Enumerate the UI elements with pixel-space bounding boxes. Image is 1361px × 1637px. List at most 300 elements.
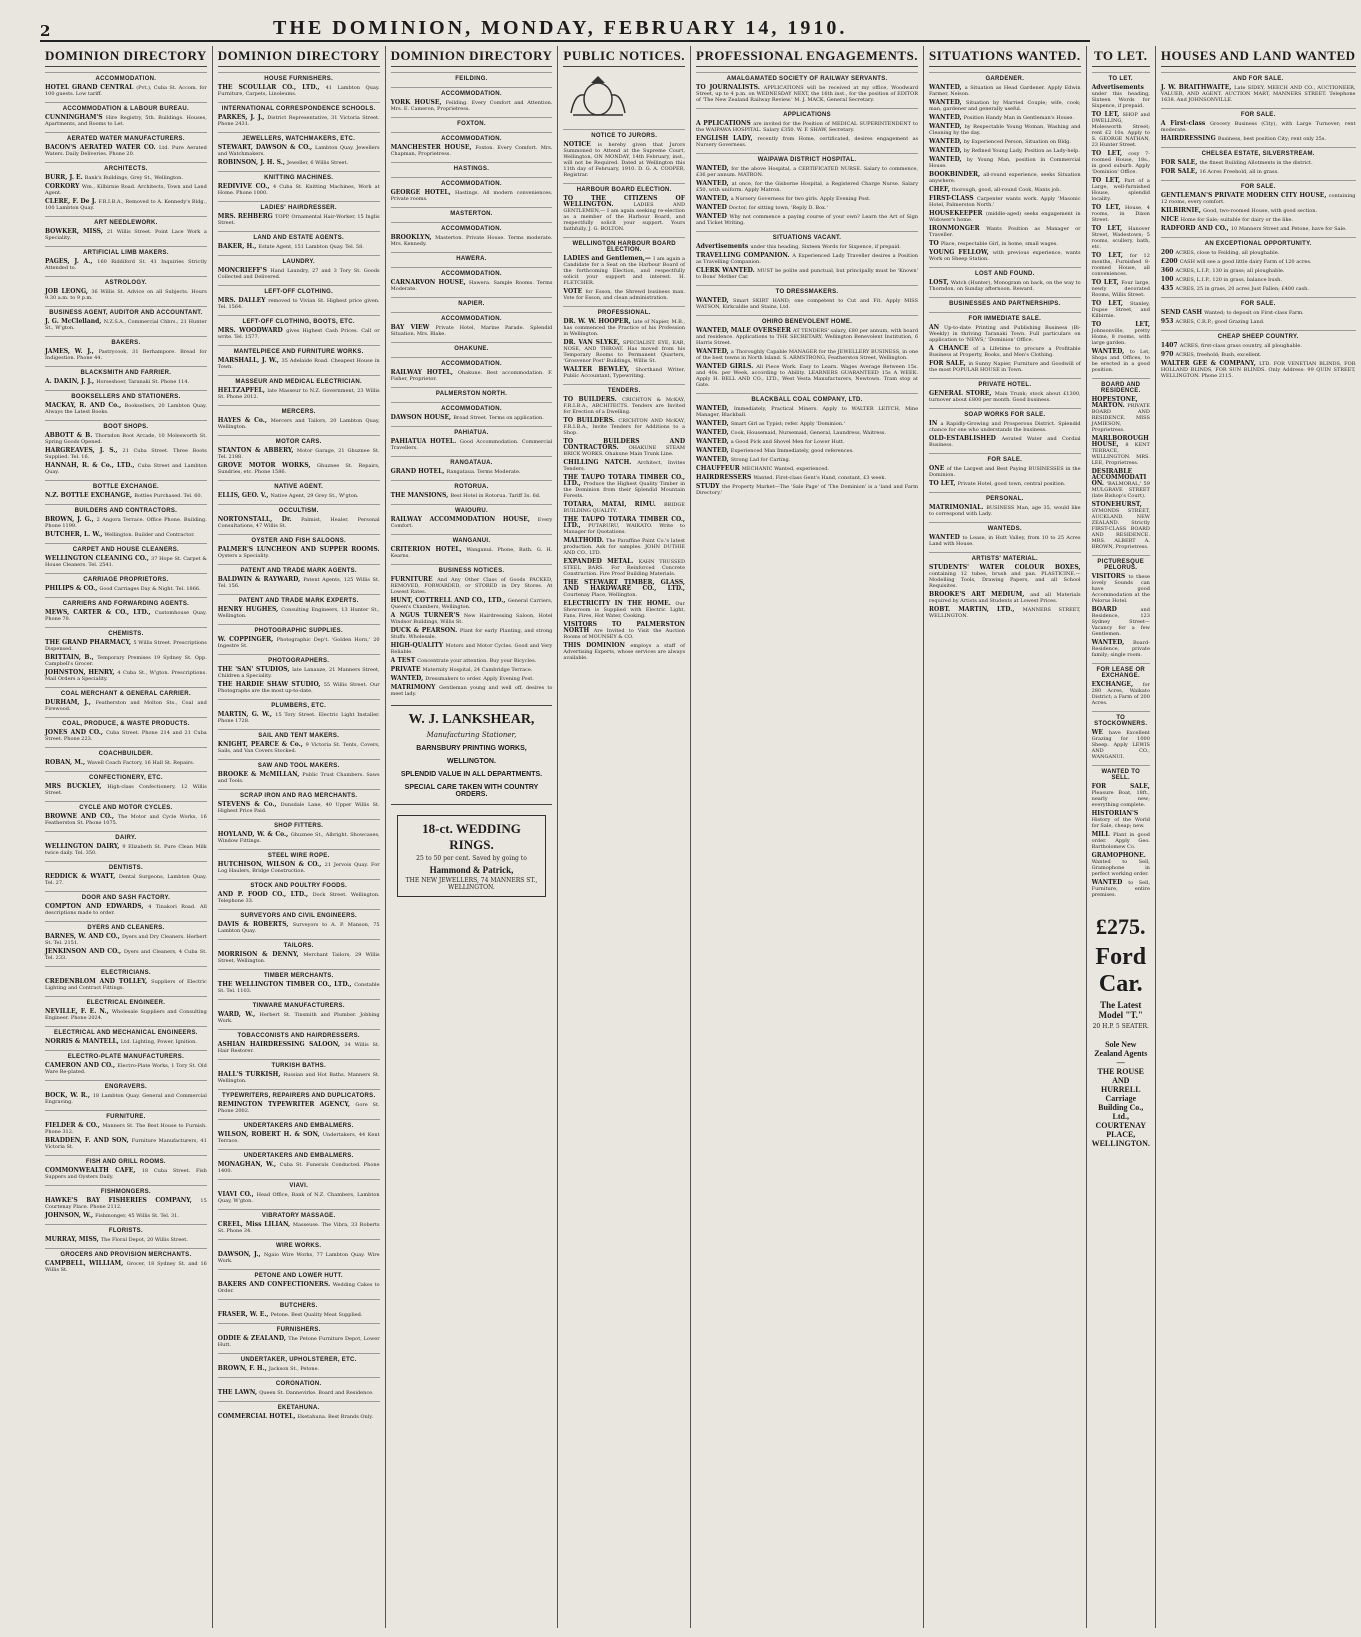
ad-text: Masterton. Private House. Terms moderate. Mrs. Kennedy. (390, 235, 553, 247)
advertisement (1161, 259, 1356, 265)
advertisement (218, 1162, 380, 1174)
advertisement (696, 121, 918, 133)
section-heading: OYSTER AND FISH SALOONS. (218, 534, 380, 544)
section-heading: LOST AND FOUND. (929, 267, 1081, 277)
ad-text: Dressmakers to order. Apply Evening Post. (425, 676, 534, 682)
advertisement (45, 175, 207, 181)
advertisement (218, 802, 380, 814)
advertisement (1092, 574, 1150, 604)
section-heading: FISH AND GRILL ROOMS. (45, 1155, 207, 1165)
section-heading: ACCOMMODATION & LABOUR BUREAU. (45, 102, 207, 112)
advertisement (1161, 361, 1356, 379)
ad-lead: FURNITURE (390, 576, 438, 583)
section-heading: UNDERTAKERS AND EMBALMERS. (218, 1119, 380, 1129)
ad-text: employs a staff of Advertising Experts, whose services are always available. (563, 643, 686, 661)
ad-lead: WANTED, (696, 429, 731, 436)
ad-text: Experienced Man Immediately, good references. (730, 448, 854, 454)
ad-text: 160 Riddiford St. 41 Inquiries Strictly Attended to. (45, 259, 207, 271)
ad-lead: FRASER, W. E., (217, 1311, 271, 1318)
advertisement (391, 280, 553, 292)
ad-text: all-round experience, seeks Situation anywhere. (929, 172, 1081, 184)
advertisement (929, 481, 1081, 487)
ad-text: Rangataua. Terms Moderate. (446, 469, 521, 475)
ad-lead: TO THE CITIZENS OF WELLINGTON. (563, 195, 686, 208)
ad-text: Situation by Married Couple; wife, cook; man, gardener and generally useful. (929, 100, 1081, 112)
ad-lead: WANTED, (1091, 639, 1133, 646)
ad-lead: CREEL, Miss LILIAN, (217, 1221, 293, 1228)
ad-text: Motors and Motor Cycles. Good and Very Reliable. (390, 643, 553, 655)
ad-text: Place, respectable Girl, in home, small wages. (940, 241, 1058, 247)
ad-lead: CREDENBLOM AND TOLLEY, (45, 978, 152, 985)
ad-text: The Petone Furniture Depot, Lower Hutt. (217, 1336, 380, 1348)
ad-text: High-class Confectionery, 12 Willis Street. (45, 784, 207, 796)
ad-lead: TO BUILDERS. (563, 417, 619, 424)
ad-lead: FIELDER & CO., (45, 1122, 103, 1129)
ad-text: by Respectable Young Woman, Washing and Cleaning by the day. (929, 124, 1081, 136)
advertisement (1161, 169, 1356, 175)
ad-lead: VISITORS (1091, 573, 1129, 580)
ad-text: for 280 Acres, Waikato District; a Farm of 200 Acres. (1091, 682, 1150, 706)
section-heading: HAWERA. (391, 252, 553, 262)
advertisement (696, 421, 918, 427)
ad-lead: WANTED, (929, 114, 964, 121)
column-3 (386, 46, 559, 1628)
ad-text: F.R.I.B.A., Removed to A. Kennedy's Bldg., 100 Lambton Quay. (45, 199, 207, 211)
ad-text: Ohakune. Best accommodation. F. Fisher, Proprietor. (390, 370, 553, 382)
ad-text: Architect, Invites Tenders. (563, 460, 686, 472)
ad-lead: BOCK, W. R., (45, 1092, 93, 1099)
section-heading: TINWARE MANUFACTURERS. (218, 999, 380, 1009)
ad-lead: WALTER BEWLEY, (563, 366, 636, 373)
ad-lead: GENTLEMAN'S PRIVATE MODERN CITY HOUSE, (1160, 192, 1329, 199)
ad-text: Home for Sale; suitable for dairy or the like. (1180, 217, 1294, 223)
ad-text: Why not commence a paying course of your own? Learn the Art of Sign and Ticket Writing. (696, 214, 919, 226)
advertisement (929, 280, 1081, 292)
section-heading: PERSONAL. (929, 492, 1081, 502)
ad-text: to these lovely Sounds can have good Accommodation at the Pelorus Hotel. (1091, 574, 1150, 604)
ad-text: a Good Pick and Shovel Men for Lower Hutt. (730, 439, 845, 445)
section-heading: CONFECTIONERY, ETC. (45, 771, 207, 781)
ad-lead: MRS. DALLEY (217, 297, 269, 304)
ad-text: Smart Girl as Typist; refer. Apply 'Dominion.' (730, 421, 845, 427)
ad-lead: BACON'S AERATED WATER CO. (45, 144, 159, 151)
ad-text: 18 Cuba Street. Fish Suppers and Oysters Daily. (45, 1168, 207, 1180)
advertisement (218, 862, 380, 874)
ad-lead: MATRIMONY (390, 684, 440, 691)
ad-text: Broad Street. Terms on application. (453, 415, 544, 421)
ad-text: Patent Agents, 125 Willis St. Tel. 156. (217, 577, 380, 589)
section-heading: FOR SALE. (1161, 108, 1356, 118)
ad-lead: FOR SALE, (1091, 783, 1150, 790)
advertisement (929, 139, 1081, 145)
ad-lead: WANTED, (696, 348, 731, 355)
advertisement (696, 328, 918, 346)
ad-text: 34 Willis St. Hair Restorer. (217, 1042, 380, 1054)
ad-text: And Any Other Class of Goods PACKED, REMOVED, FORWARDED, or STORED in Dry Stores. At Lowest Rates. (390, 577, 553, 595)
advertisement (929, 325, 1081, 343)
ad-text: Palmist, Healer, Personal Consultations, 47 Willis St. (217, 517, 380, 529)
advertisement (1092, 112, 1150, 148)
ad-lead: GENERAL STORE, (929, 390, 995, 397)
ad-lead: PAGES, J. A., (45, 258, 98, 265)
advertisement (218, 1012, 380, 1024)
column-title: HOUSES AND LAND WANTED (1161, 48, 1356, 67)
ad-text: Ngaio Wire Works, 77 Lambton Quay. Wire Work. (217, 1252, 380, 1264)
ad-text: Featherston and Molton Sts., Coal and Firewood. (45, 700, 207, 712)
ad-lead: N.Z. BOTTLE EXCHANGE, (45, 492, 135, 499)
ad-lead: CORKORY (45, 183, 82, 190)
ad-line: SPECIAL CARE TAKEN WITH COUNTRY ORDERS. (404, 784, 539, 798)
advertisement (218, 388, 380, 400)
ad-lead: OLD-ESTABLISHED (929, 435, 1002, 442)
section-heading: BAKERS. (45, 336, 207, 346)
ad-text: Private Hotel, good town, central position. (957, 481, 1066, 487)
section-heading: WANGANUI. (391, 534, 553, 544)
ad-text: Feilding. Every Comfort and Attention. Mrs. E. Cameron, Proprietress. (390, 100, 553, 112)
advertisement (1161, 277, 1356, 283)
advertisement (1092, 301, 1150, 319)
ad-text: Petone. Best Quality Meat Supplied. (270, 1312, 363, 1318)
ad-lead: MRS. WOODWARD (217, 327, 287, 334)
section-heading: SOAP WORKS FOR SALE. (929, 408, 1081, 418)
page-number: 2 (40, 22, 51, 40)
advertisement (391, 547, 553, 559)
ad-line: THE NEW JEWELLERS, 74 MANNERS ST., WELLINGTON. (405, 877, 538, 891)
advertisement (45, 556, 207, 568)
ad-text: containing 12 rooms, every comfort. (1160, 193, 1356, 205)
advertisement (45, 700, 207, 712)
ad-text: a Thoroughly Capable MANAGER for the JEWELLERY BUSINESS, in one of the best towns in North Island. S. ARMSTRONG, Featherston Street, Wellington. (696, 349, 919, 361)
section-heading: NATIVE AGENT. (218, 480, 380, 490)
ad-lead: 970 (1160, 351, 1176, 358)
section-heading: PALMERSTON NORTH. (391, 387, 553, 397)
advertisement (1092, 85, 1150, 109)
advertisement (45, 1123, 207, 1135)
ad-lead: J. W. BRAITHWAITE, (1160, 84, 1235, 91)
advertisement (218, 1072, 380, 1084)
advertisement (218, 268, 380, 280)
advertisement (45, 655, 207, 667)
ad-text: Masseuse. The Vibra, 33 Roberts St. Phone 34. (217, 1222, 380, 1234)
ad-text: 16 Acres Freehold, all in grass. (1199, 169, 1279, 175)
column-5 (691, 46, 924, 1628)
advertisement (45, 319, 207, 331)
advertisement (45, 532, 207, 538)
advertisement (696, 244, 918, 250)
ad-lead: BAY VIEW (390, 324, 436, 331)
ad-text: for the above Hospital, a CERTIFICATED NURSE. Salary to commence, £36 per annum. MATRON. (696, 166, 919, 178)
ad-text: Wants Position as Manager or Traveller. (929, 226, 1081, 238)
ad-text: Good Accommodation. Commercial Travellers. (390, 439, 553, 451)
ad-text: 36 Willis St. Advice on all Subjects. Hours 9.30 a.m. to 9 p.m. (45, 289, 207, 301)
ad-text: containing 12 tubes, brush and pan. PLASTICINE.—Modelling Tools, Drawing Papers, and all School Requisites. (929, 571, 1081, 589)
ad-lead: BOOKBINDER, (929, 171, 984, 178)
advertisement (391, 145, 553, 157)
ad-lead: MONCRIEFF'S (217, 267, 271, 274)
ad-lead: MRS. REHBERG (217, 213, 275, 220)
ad-lead: BRADDEN, F. AND SON, (45, 1137, 132, 1144)
advertisement (391, 493, 553, 499)
advertisement (1092, 640, 1150, 658)
column-2 (213, 46, 386, 1628)
ad-text: Four large, newly decorated Rooms, Willis Street. (1091, 280, 1150, 298)
advertisement (563, 538, 685, 556)
ad-text: Bank's Buildings, Grey St., Wellington. (84, 175, 183, 181)
ad-lead: WANTED (696, 204, 729, 211)
advertisement (218, 682, 380, 694)
ad-text: SHOP and DWELLING, Molesworth Street; rent £2 10s. Apply to S. GEORGE NATHAN, 23 Hunter Street. (1091, 112, 1150, 148)
ad-lead: COMPTON AND EDWARDS, (45, 903, 149, 910)
advertisement (45, 730, 207, 742)
ad-name: Hammond & Patrick, (429, 865, 514, 875)
ad-lead: MARSHALL, J. W., (217, 357, 282, 364)
advertisement (218, 742, 380, 754)
ad-text: Gore St. Phone 2002. (217, 1102, 380, 1114)
ad-lead: RAILWAY HOTEL, (390, 369, 458, 376)
ad-text: Private Hotel, Marine Parade. Splendid Situation. Mrs. Blake. (390, 325, 553, 337)
ad-text: OHAKUNE STEAM BRICK WORKS. Ohakune Main Trunk Line. (563, 445, 686, 457)
advertisement (1092, 322, 1150, 346)
ad-text: Main Trunk; stock about £1300, turnover about £800 per month. Good business. (929, 391, 1081, 403)
ad-text: under this heading, Sixteen Words for Sixpence, if prepaid. (750, 244, 901, 250)
ad-text: APPLICATIONS will be received at my office, Woodward Street, up to 4 p.m. on WEDNESDAY NEXT, the 16th inst., for the position of EDITOR of 'The New Zealand Railway Review.' M. J. MACK, General Secretary. (696, 85, 919, 103)
ad-lead: HAIRDRESSING (1160, 135, 1218, 142)
ad-text: CRICHTON AND McKAY, F.R.I.B.A., Invite Tenders for Additions to a Shop. (563, 418, 686, 436)
ad-text: Shorthand Writer, Public Accountant, Typewriting. (563, 367, 686, 379)
ad-text: Jackson St., Petone. (268, 1366, 320, 1372)
ad-text: KAHN TRUSSED STEEL BARS. For Reinforced Concrete Construction. Fire Proof Building Materials. (563, 559, 686, 577)
ad-text: MECHANIC Wanted, experienced. (741, 466, 830, 472)
ad-lead: WANTED, (929, 156, 967, 163)
section-heading: JEWELLERS, WATCHMAKERS, ETC. (218, 132, 380, 142)
ad-text: Queen St. Dannevirke. Board and Residence. (259, 1390, 374, 1396)
advertisement (929, 85, 1081, 97)
ad-text: Consulting Engineers, 13 Hunter St., Wellington. (217, 607, 380, 619)
advertisement (696, 214, 918, 226)
ad-text: Maternity Hospital, 24 Cambridge Terrace. (422, 667, 533, 673)
section-heading: DOOR AND SASH FACTORY. (45, 891, 207, 901)
ad-lead: HIGH-QUALITY (390, 642, 446, 649)
advertisement (1092, 397, 1150, 433)
advertisement (1092, 502, 1150, 550)
ad-lead: JONES AND CO., (45, 729, 107, 736)
ad-lead: DAWSON, J., (217, 1251, 264, 1258)
advertisement (1161, 352, 1356, 358)
advertisement (1161, 226, 1356, 232)
section-heading: AERATED WATER MANUFACTURERS. (45, 132, 207, 142)
ad-text: Part of a Large, well-furnished House, splendid locality. (1091, 178, 1150, 202)
ad-text: 18 Lambton Quay. General and Commercial Engraving. (45, 1093, 207, 1105)
ad-text: 37 Hope St. Carpet & House Cleaners. Tel. 2541. (45, 556, 207, 568)
columns (40, 46, 1356, 1628)
ad-lead: REDDICK & WYATT, (45, 873, 119, 880)
ad-text: Photographic Dep't. 'Golden Horn,' 20 Ingestre St. (217, 637, 380, 649)
ad-lead: VIAVI CO., (217, 1191, 257, 1198)
advertisement (1161, 208, 1356, 214)
ad-lead: TO BUILDERS. (563, 396, 623, 403)
advertisement (218, 922, 380, 934)
section-heading: OHAKUNE. (391, 342, 553, 352)
ad-lead: TO LET, (1091, 177, 1125, 184)
section-heading: AND FOR SALE. (1161, 72, 1356, 82)
ad-lead: BROWN, J. G., (45, 516, 97, 523)
ad-lead: BOWKER, MISS, (45, 228, 107, 235)
advertisement (45, 115, 207, 127)
advertisement (1092, 151, 1150, 175)
ad-lead: REDIVIVE CO., (217, 183, 273, 190)
ad-text: I am again a Candidate for a Seat on the Harbour Board of the forthcoming Election, and respectfully solicit your support and interest. H. FLETCHER. (563, 256, 686, 286)
section-heading: FOR LEASE OR EXCHANGE. (1092, 663, 1150, 679)
section-heading: PHOTOGRAPHERS. (218, 654, 380, 664)
ad-lead: ELECTRICITY IN THE HOME. (563, 600, 676, 607)
ad-text: General Carriers, Queen's Chambers, Wellington. (390, 598, 553, 610)
column-title: SITUATIONS WANTED. (929, 48, 1081, 67)
section-heading: CYCLE AND MOTOR CYCLES. (45, 801, 207, 811)
ad-text: Dyers and Cleaners, 4 Cuba St. Tel. 233. (45, 949, 207, 961)
ad-lead: GROVE MOTOR WORKS, (217, 462, 318, 469)
ad-lead: WARD, W., (217, 1011, 260, 1018)
ad-text: N.Z.S.A., Commercial Chbrs., 21 Hunter St., W'gton. (45, 319, 207, 331)
ad-lead: GRAND HOTEL, (390, 468, 447, 475)
ad-text: Immediately, Practical Miners. Apply to WALTER LEITCH, Mine Manager, Blackball. (696, 406, 919, 418)
ad-lead: HOUSEKEEPER (929, 210, 986, 217)
ad-lead: WANTED, MALE OVERSEER (696, 327, 793, 334)
ad-lead: WELLINGTON CLEANING CO., (45, 555, 152, 562)
advertisement (1092, 880, 1150, 898)
advertisement (1092, 253, 1150, 277)
ad-lead: AND P. FOOD CO., LTD., (217, 891, 313, 898)
section-heading: LAUNDRY. (218, 255, 380, 265)
ad-lead: JAMES, W. J., (45, 348, 99, 355)
ad-text: BRIDGE BUILDING QUALITY. (563, 502, 686, 514)
advertisement (1161, 250, 1356, 256)
advertisement (391, 685, 553, 697)
ad-text: (Pvt.), Cuba St. Accom. for 100 guests. Low tariff. (45, 85, 207, 97)
ad-lead: HAIRDRESSERS (696, 474, 754, 481)
ad-lead: WANTED (929, 534, 963, 541)
ad-text: Grocer, 18 Sydney St. and 16 Willis St. (45, 1261, 207, 1273)
advertisement (929, 124, 1081, 136)
section-heading: ELECTRICAL ENGINEER. (45, 996, 207, 1006)
ad-name: W. J. LANKSHEAR, (408, 712, 535, 727)
ad-text: Herbert St. Tinsmith and Plumber. Jobbing Work. (217, 1012, 380, 1024)
ad-lead: WANTED (1091, 879, 1129, 886)
ad-lead: TRAVELLING COMPANION. (696, 252, 793, 259)
section-heading: PRIVATE HOTEL. (929, 378, 1081, 388)
car-model: The Latest Model "T." (1098, 1000, 1143, 1020)
ad-text: gives Highest Cash Prices. Call or write. Tel. 1577. (217, 328, 380, 340)
ad-text: by Experienced Person, Situation on Bldg. (963, 139, 1071, 145)
advertisement (1092, 832, 1150, 850)
ad-lead: 200 (1160, 249, 1176, 256)
ad-text: Every Comfort. (390, 517, 553, 529)
ad-text: TOPP, Ornamental Hair-Worker, 15 Inglis Street. (217, 214, 380, 226)
column-6 (924, 46, 1087, 1628)
advertisement (218, 418, 380, 430)
advertisement (45, 229, 207, 241)
section-heading: ART NEEDLEWORK. (45, 216, 207, 226)
ad-text: Bottles Purchased. Tel. 60. (134, 493, 203, 499)
ad-lead: SEND CASH (1160, 309, 1205, 316)
advertisement (696, 298, 918, 310)
advertisement (696, 181, 918, 193)
section-heading: SCRAP IRON AND RAG MERCHANTS. (218, 789, 380, 799)
ad-text: and Residence, 123 Sydney Street—Vacancy for a few Gentlemen. (1091, 607, 1150, 637)
ad-lead: THE GRAND PHARMACY, (45, 639, 134, 646)
ad-text: with previous experience, wants Work on Sheep Station. (929, 250, 1081, 262)
advertisement (391, 325, 553, 337)
ad-text: Cook, Housemaid, Nursemaid, General, Laundress, Waitress. (730, 430, 887, 436)
ad-text: The Paraffine Paint Co.'s latest production. Ask for samples. JOHN DUTHIE AND CO., LTD. (563, 538, 686, 556)
section-heading: MERCERS. (218, 405, 380, 415)
ad-text: 9 Victoria St. Tents, Covers, Sails, and Van Covers Stocked. (217, 742, 380, 754)
ad-text: Ghuznee St. Repairs, Sundries, etc. Phone 1586. (217, 463, 380, 475)
ad-lead: BROWNE AND CO., (45, 813, 118, 820)
advertisement (45, 349, 207, 361)
ad-text: Suppliers of Electric Lighting and Contract Fittings. (45, 979, 207, 991)
ad-lead: THE TAUPO TOTARA TIMBER CO., LTD., (563, 516, 686, 529)
ad-text: recently from Home, certificated, desires engagement as Nursery Governess. (696, 136, 919, 148)
section-heading: ROTORUA. (391, 480, 553, 490)
ad-text: under this heading, Sixteen Words for Sixpence, if prepaid. (1091, 91, 1150, 109)
advertisement (563, 460, 685, 472)
advertisement (45, 1198, 207, 1210)
ad-lead: THE WELLINGTON TIMBER CO., LTD., (217, 981, 355, 988)
ad-text: 4 Tinakori Road. All descriptions made to order. (45, 904, 207, 916)
ad-lead: BOARD (1091, 606, 1141, 613)
advertisement (1092, 280, 1150, 298)
advertisement (696, 364, 918, 388)
ad-text: Gentleman young and well off, desires to meet lady. (390, 685, 553, 697)
ad-text: LTD. FOR VENETIAN BLINDS, FOR HOLLAND BLINDS, FOR SUN BLINDS. Only Address: 99 QUIN STREET, WELLINGTON. Phone 2115. (1160, 361, 1356, 379)
ad-text: Good, two-roomed House, with good section. (1203, 208, 1318, 214)
ad-lead: A. DAKIN, J. J., (45, 378, 97, 385)
section-heading: TIMBER MERCHANTS. (218, 969, 380, 979)
advertisement (45, 610, 207, 622)
advertisement (1161, 160, 1356, 166)
ad-lead: THE MANSIONS, (390, 492, 451, 499)
ad-text: AT TENDERS' salary, £80 per annum, with board and residence. Applications to THE SECRETARY, Wellington Benevolent Institution, 6 Harris Street. (696, 328, 919, 346)
ad-lead: WANTED GIRLS. (696, 363, 757, 370)
section-heading: BOTTLE EXCHANGE. (45, 480, 207, 490)
section-heading: LAND AND ESTATE AGENTS. (218, 231, 380, 241)
ad-lead: 1407 (1160, 342, 1180, 349)
advertisement (1092, 349, 1150, 373)
ad-lead: NOTICE (563, 141, 598, 148)
advertisement (218, 607, 380, 619)
section-heading: FOR SALE. (1161, 297, 1356, 307)
section-heading: FOR IMMEDIATE SALE. (929, 312, 1081, 322)
ad-text: Good Carriages Day & Night. Tel. 1866. (99, 586, 201, 592)
advertisement (563, 289, 685, 301)
ad-text: Wm., Kilbirnie Road. Architects, Town and Land Agent. (45, 184, 207, 196)
advertisement (45, 448, 207, 460)
ad-lead: WANTED (696, 213, 730, 220)
ad-text: Ghuznee St., Albright. Showcases, Window Fittings. (217, 832, 380, 844)
ad-lead: DUCK & PEARSON. (390, 627, 460, 634)
ad-text: Ltd. Lighting, Power, Ignition. (120, 1039, 197, 1045)
ad-lead: A NGUS TURNER'S (390, 612, 464, 619)
ad-text: 21 Cuba Street. Three Boots Supplied. Tel. 16. (45, 448, 207, 460)
ad-text: thorough, good, all-round Cook, Wants job. (951, 187, 1061, 193)
advertisement (45, 586, 207, 592)
section-heading: PICTURESQUE PELORUS. (1092, 555, 1150, 571)
ad-lead: Advertisements (1091, 84, 1144, 91)
ad-lead: FOR SALE, (1160, 168, 1200, 175)
ad-text: Lambton Quay. Jewellers and Watchmakers. (217, 145, 380, 157)
section-heading: MOTOR CARS. (218, 435, 380, 445)
ad-text: Pastrycook, 31 Berhampore. Bread for Indigestion. Phone 44. (45, 349, 207, 361)
